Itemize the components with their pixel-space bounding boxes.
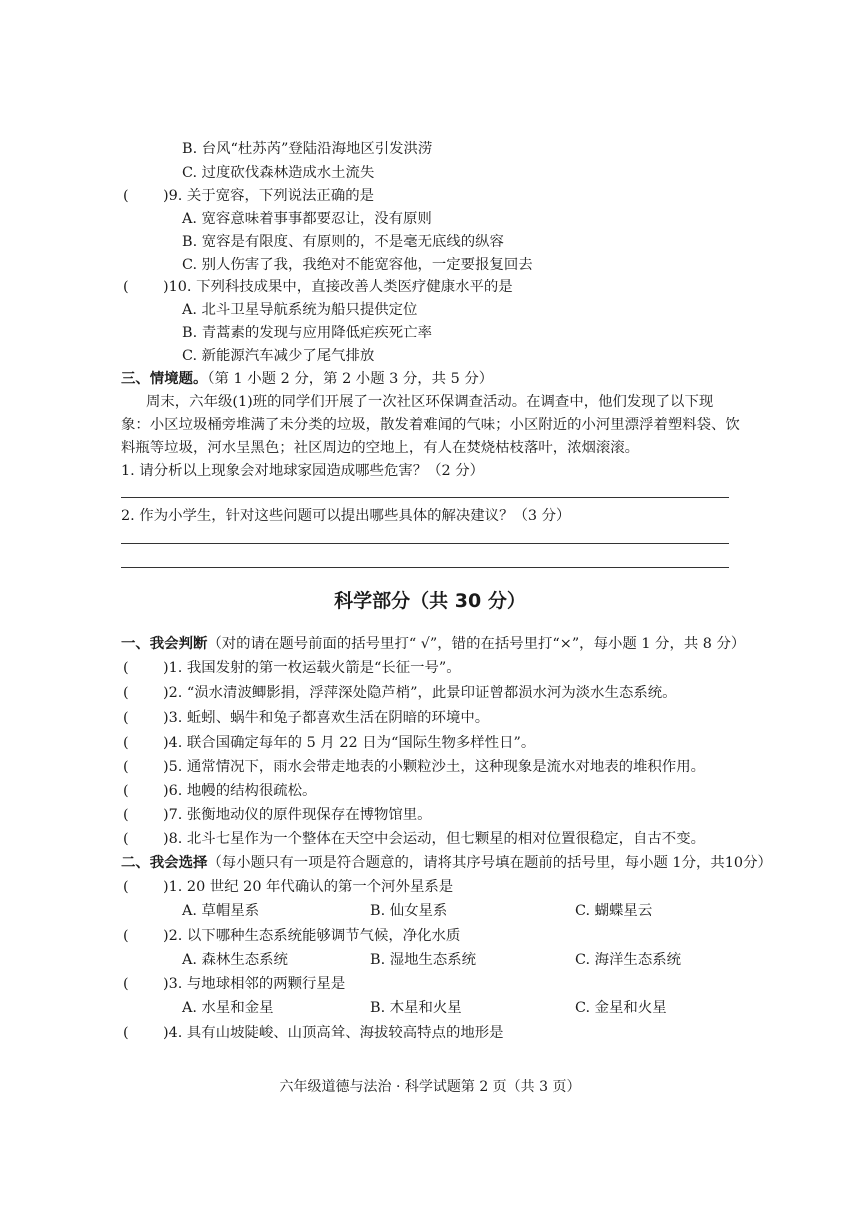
choice-stem: )3. 与地球相邻的两颗行星是 xyxy=(163,976,346,992)
answer-paren: ( xyxy=(123,710,129,726)
choice-option-a: A. 水星和金星 xyxy=(182,1000,274,1016)
judge-item: )1. 我国发射的第一枚运载火箭是“长征一号”。 xyxy=(163,660,461,676)
choice-note: （每小题只有一项是符合题意的，请将其序号填在题前的括号里，每小题 1分，共10分） xyxy=(207,855,772,871)
q9-option-b: B. 宽容是有限度、有原则的，不是毫无底线的纵容 xyxy=(182,234,504,250)
answer-paren-q10: ( xyxy=(123,279,129,295)
q9-option-c: C. 别人伤害了我，我绝对不能宽容他，一定要报复回去 xyxy=(182,257,533,273)
scenario-q1: 1. 请分析以上现象会对地球家园造成哪些危害？（2 分） xyxy=(121,463,485,479)
answer-line[interactable] xyxy=(121,497,729,498)
judge-item: )6. 地幔的结构很疏松。 xyxy=(163,783,317,799)
answer-line[interactable] xyxy=(121,543,729,544)
judge-note: （对的请在题号前面的括号里打“ √”，错的在括号里打“×”，每小题 1 分，共 8 分） xyxy=(207,636,746,652)
answer-paren: ( xyxy=(123,1025,129,1041)
choice-heading: 二、我会选择 xyxy=(121,855,208,871)
choice-option-c: C. 蝴蝶星云 xyxy=(575,903,653,919)
answer-paren: ( xyxy=(123,783,129,799)
choice-option-c: C. 金星和火星 xyxy=(575,1000,667,1016)
q8-option-c: C. 过度砍伐森林造成水土流失 xyxy=(182,165,375,181)
answer-paren: ( xyxy=(123,879,129,895)
choice-option-c: C. 海洋生态系统 xyxy=(575,952,681,968)
answer-paren: ( xyxy=(123,976,129,992)
judge-heading: 一、我会判断 xyxy=(121,636,208,652)
q10-stem: )10. 下列科技成果中，直接改善人类医疗健康水平的是 xyxy=(163,279,513,295)
answer-line[interactable] xyxy=(121,567,729,568)
q10-option-c: C. 新能源汽车减少了尾气排放 xyxy=(182,348,375,364)
q10-option-a: A. 北斗卫星导航系统为船只提供定位 xyxy=(182,302,418,318)
answer-paren-q9: ( xyxy=(123,188,129,204)
answer-paren: ( xyxy=(123,831,129,847)
section3-heading-line xyxy=(121,369,493,389)
answer-paren: ( xyxy=(123,759,129,775)
choice-stem: )2. 以下哪种生态系统能够调节气候，净化水质 xyxy=(163,928,461,944)
science-section-title: 科学部分（共 30 分） xyxy=(334,590,526,612)
choice-option-b: B. 木星和火星 xyxy=(370,1000,462,1016)
section3-note: （第 1 小题 2 分，第 2 小题 3 分，共 5 分） xyxy=(207,371,494,387)
judge-item: )8. 北斗七星作为一个整体在天空中会运动，但七颗星的相对位置很稳定，自古不变。 xyxy=(163,831,705,847)
answer-paren: ( xyxy=(123,807,129,823)
q10-option-b: B. 青蒿素的发现与应用降低疟疾死亡率 xyxy=(182,325,432,341)
passage-line-1: 周末，六年级(1)班的同学们开展了一次社区环保调查活动。在调查中，他们发现了以下现 xyxy=(146,394,714,410)
judge-item: )2. “涢水清波鲫影捐，浮萍深处隐芦梢”，此景印证曾都涢水河为淡水生态系统。 xyxy=(163,685,677,701)
judge-item: )4. 联合国确定每年的 5 月 22 日为“国际生物多样性日”。 xyxy=(163,735,536,751)
choice-option-b: B. 湿地生态系统 xyxy=(370,952,477,968)
q9-stem: )9. 关于宽容，下列说法正确的是 xyxy=(163,188,374,204)
judge-item: )7. 张衡地动仪的原件现保存在博物馆里。 xyxy=(163,807,432,823)
choice-option-b: B. 仙女星系 xyxy=(370,903,448,919)
judge-heading-line xyxy=(121,634,745,654)
q8-option-b: B. 台风“杜苏芮”登陆沿海地区引发洪涝 xyxy=(182,141,433,157)
q9-option-a: A. 宽容意味着事事都要忍让，没有原则 xyxy=(182,211,432,227)
section3-heading: 三、情境题。 xyxy=(121,371,208,387)
answer-paren: ( xyxy=(123,735,129,751)
answer-paren: ( xyxy=(123,660,129,676)
answer-paren: ( xyxy=(123,928,129,944)
choice-stem: )4. 具有山坡陡峻、山顶高耸、海拔较高特点的地形是 xyxy=(163,1025,504,1041)
passage-line-3: 料瓶等垃圾，河水呈黑色；社区周边的空地上，有人在焚烧枯枝落叶，浓烟滚滚。 xyxy=(121,440,640,456)
scenario-q2: 2. 作为小学生，针对这些问题可以提出哪些具体的解决建议？（3 分） xyxy=(121,508,571,524)
passage-line-2: 象：小区垃圾桶旁堆满了未分类的垃圾，散发着难闻的气味；小区附近的小河里漂浮着塑料袋、饮 xyxy=(121,417,740,433)
choice-stem: )1. 20 世纪 20 年代确认的第一个河外星系是 xyxy=(163,879,454,895)
judge-item: )5. 通常情况下，雨水会带走地表的小颗粒沙土，这种现象是流水对地表的堆积作用。 xyxy=(163,759,705,775)
page-footer: 六年级道德与法治 · 科学试题第 2 页（共 3 页） xyxy=(279,1079,581,1095)
choice-heading-line xyxy=(121,853,772,873)
answer-paren: ( xyxy=(123,685,129,701)
judge-item: )3. 蚯蚓、蜗牛和兔子都喜欢生活在阴暗的环境中。 xyxy=(163,710,490,726)
choice-option-a: A. 森林生态系统 xyxy=(182,952,288,968)
choice-option-a: A. 草帽星系 xyxy=(182,903,260,919)
